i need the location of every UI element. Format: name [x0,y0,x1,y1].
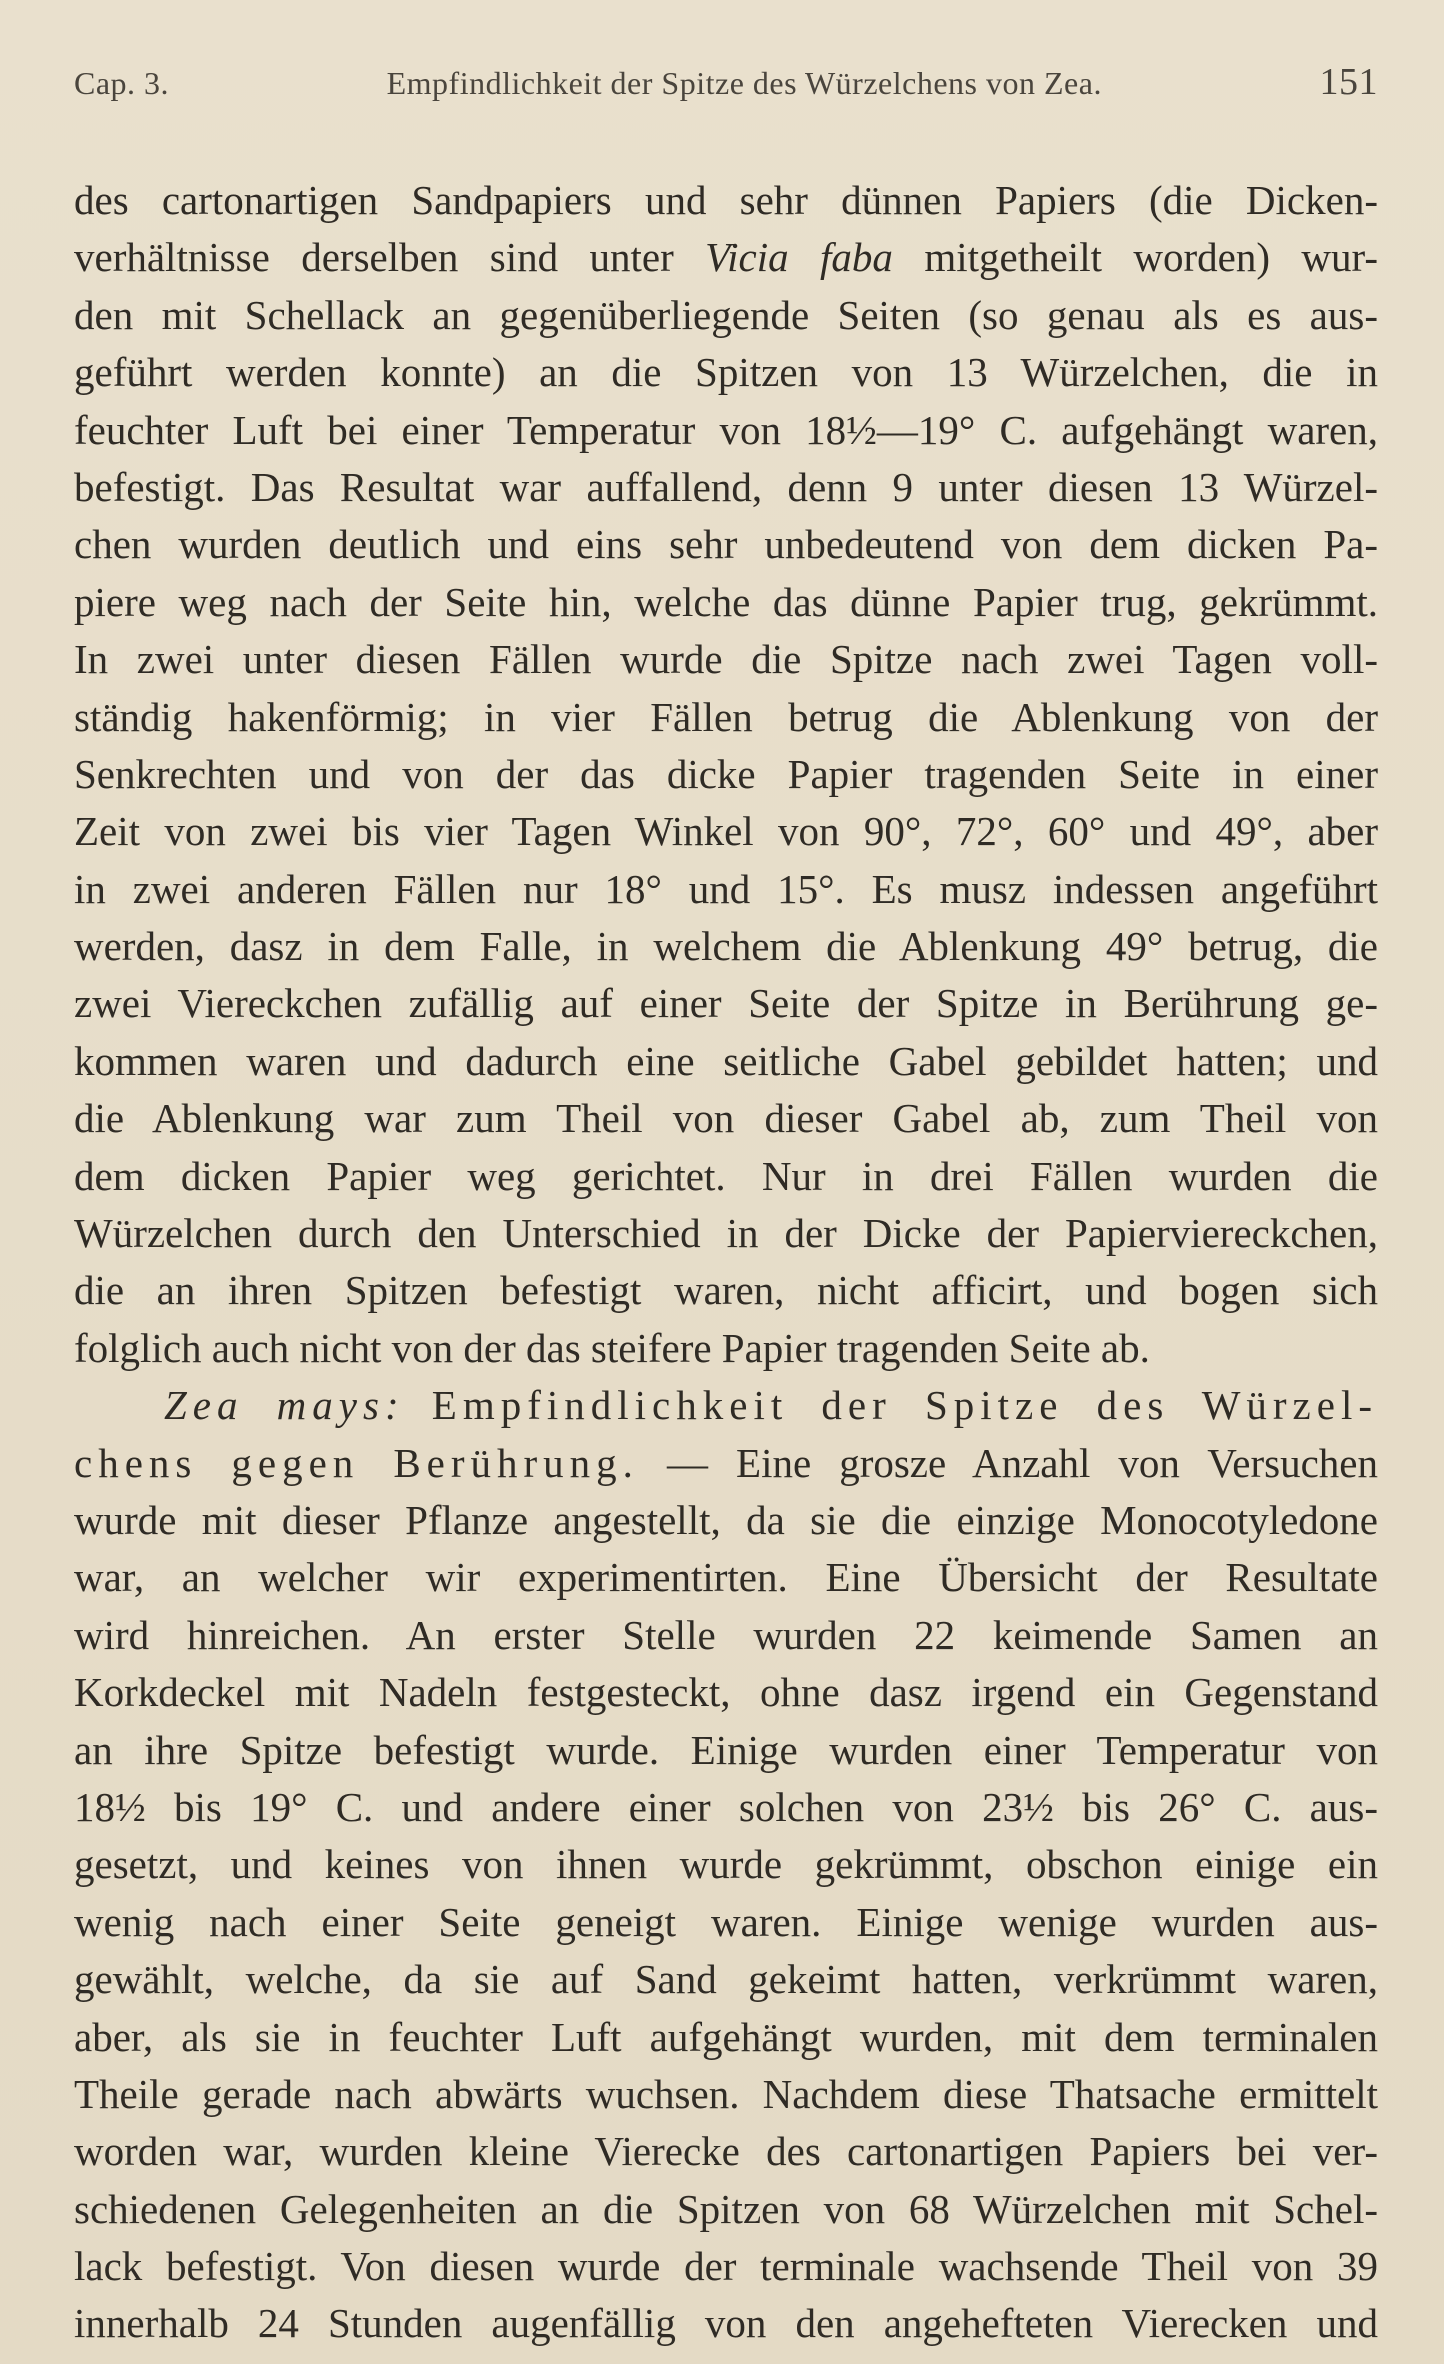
text-line: Theile gerade nach abwärts wuchsen. Nachdem diese Thatsache ermittelt [74,2070,1378,2117]
text-line: zwei Viereckchen zufällig auf einer Seite der Spitze in Berührung ge- [74,980,1378,1027]
text-line: war, an welcher wir experimentirten. Eine Übersicht der Resultate [74,1554,1378,1601]
text-line: schiedenen Gelegenheiten an die Spitzen von 68 Würzelchen mit Schel- [74,2185,1378,2232]
text-line: 18½ bis 19° C. und andere einer solchen von 23½ bis 26° C. aus- [74,1783,1378,1830]
text-line: den mit Schellack an gegenüberliegende Seiten (so genau als es aus- [74,291,1378,338]
text-line: an ihre Spitze befestigt wurde. Einige wurden einer Temperatur von [74,1726,1378,1773]
text-line: aber, als sie in feuchter Luft aufgehängt wurden, mit dem terminalen [74,2013,1378,2060]
section-species: Zea mays: [164,1382,405,1429]
running-title: Empfindlichkeit der Spitze des Würzelchens von Zea. [386,65,1102,101]
section-heading-cont: chens gegen Berührung. [74,1439,639,1486]
text-line: piere weg nach der Seite hin, welche das dünne Papier trug, gekrümmt. [74,578,1378,625]
text-line: Zeit von zwei bis vier Tagen Winkel von 90°, 72°, 60° und 49°, aber [74,808,1378,855]
text-line-vicia: verhältnisse derselben sind unter Vicia faba mitgetheilt worden) wur- [74,234,1378,281]
text-line: wenig nach einer Seite geneigt waren. Einige wenige wurden aus- [74,1898,1378,1945]
text-line: in zwei anderen Fällen nur 18° und 15°. Es musz indessen angeführt [74,865,1378,912]
text-line: werden, dasz in dem Falle, in welchem die Ablenkung 49° betrug, die [74,923,1378,970]
text-line: befestigt. Das Resultat war auffallend, denn 9 unter diesen 13 Würzel- [74,463,1378,510]
text-line: Würzelchen durch den Unterschied in der Dicke der Papierviereckchen, [74,1210,1378,1257]
page-number: 151 [1319,61,1378,103]
species-name-vicia: Vicia faba [705,234,893,281]
text-line: Korkdeckel mit Nadeln festgesteckt, ohne dasz irgend ein Gegenstand [74,1669,1378,1716]
text-line: des cartonartigen Sandpapiers und sehr dünnen Papiers (die Dicken- [74,177,1378,223]
text-line: gewählt, welche, da sie auf Sand gekeimt hatten, verkrümmt waren, [74,1956,1378,2003]
running-head [74,60,1378,120]
text-line: wird hinreichen. An erster Stelle wurden 22 keimende Samen an [74,1611,1378,1658]
section-heading-line-2: chens gegen Berührung. — Eine grosze Anzahl von Versuchen [74,1439,1378,1486]
text-line: wurde mit dieser Pflanze angestellt, da sie die einzige Monocotyledone [74,1496,1378,1543]
text-line: die Ablenkung war zum Theil von dieser Gabel ab, zum Theil von [74,1095,1378,1142]
text-line: gesetzt, und keines von ihnen wurde gekrümmt, obschon einige ein [74,1841,1378,1888]
chapter-label: Cap. 3. [74,65,170,101]
section-heading: Empfindlichkeit der Spitze des Würzel- [431,1382,1378,1429]
text-line: die an ihren Spitzen befestigt waren, nicht afficirt, und bogen sich [74,1267,1378,1314]
text-line: ständig hakenförmig; in vier Fällen betrug die Ablenkung von der [74,693,1378,740]
text-line: feuchter Luft bei einer Temperatur von 18½—19° C. aufgehängt waren, [74,406,1378,453]
text-line: In zwei unter diesen Fällen wurde die Spitze nach zwei Tagen voll- [74,636,1378,683]
text-line: dem dicken Papier weg gerichtet. Nur in drei Fällen wurden die [74,1152,1378,1199]
text-line: kommen waren und dadurch eine seitliche Gabel gebildet hatten; und [74,1037,1378,1084]
text-line: folglich auch nicht von der das steifere Papier tragenden Seite ab. [74,1324,1150,1371]
section-heading-line [74,1377,1378,1434]
text-line: chen wurden deutlich und eins sehr unbedeutend von dem dicken Pa- [74,521,1378,568]
text-line: worden war, wurden kleine Vierecke des cartonartigen Papiers bei ver- [74,2128,1378,2175]
body-text [74,172,1378,2353]
text-line: Senkrechten und von der das dicke Papier tragenden Seite in einer [74,750,1378,797]
text-line: innerhalb 24 Stunden augenfällig von den angehefteten Vierecken und [74,2300,1378,2347]
text-line: geführt werden konnte) an die Spitzen von 13 Würzelchen, die in [74,349,1378,396]
text-line: lack befestigt. Von diesen wurde der terminale wachsende Theil von 39 [74,2243,1378,2290]
